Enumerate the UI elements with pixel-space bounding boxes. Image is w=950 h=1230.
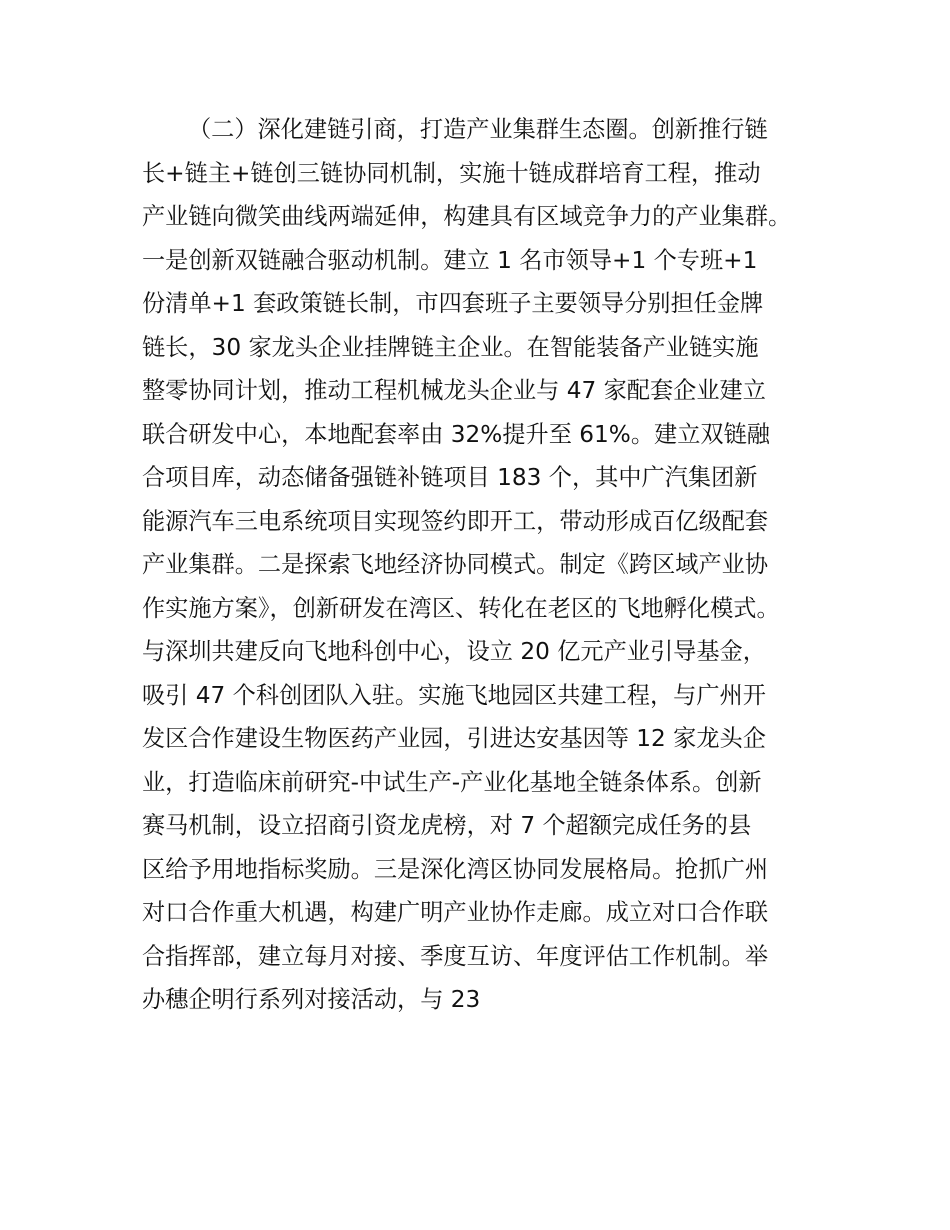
paragraph-line: 链长，30 家龙头企业挂牌链主企业。在智能装备产业链实施 (142, 333, 759, 361)
paragraph-line: 对口合作重大机遇，构建广明产业协作走廊。成立对口合作联 (142, 899, 769, 926)
paragraph-line: 与深圳共建反向飞地科创中心，设立 20 亿元产业引导基金， (142, 638, 766, 665)
paragraph-line: 赛马机制，设立招商引资龙虎榜，对 7 个超额完成任务的县 (142, 812, 752, 839)
paragraph-line: （二）深化建链引商，打造产业集群生态圈。创新推行链 (188, 116, 768, 143)
paragraph-line: 办穗企明行系列对接活动，与 23 (142, 986, 481, 1013)
paragraph-line: 合项目库，动态储备强链补链项目 183 个，其中广汽集团新 (142, 464, 758, 491)
body-paragraph (142, 108, 822, 1022)
paragraph-line: 一是创新双链融合驱动机制。建立 1 名市领导+1 个专班+1 (142, 246, 758, 274)
paragraph-line: 联合研发中心，本地配套率由 32%提升至 61%。建立双链融 (142, 420, 770, 448)
paragraph-line: 份清单+1 套政策链长制，市四套班子主要领导分别担任金牌 (142, 290, 764, 317)
paragraph-line: 吸引 47 个科创团队入驻。实施飞地园区共建工程，与广州开 (142, 681, 766, 709)
paragraph-line: 发区合作建设生物医药产业园，引进达安基因等 12 家龙头企 (142, 725, 766, 752)
paragraph-line: 产业链向微笑曲线两端延伸，构建具有区域竞争力的产业集群。 (142, 203, 792, 230)
paragraph-line: 能源汽车三电系统项目实现签约即开工，带动形成百亿级配套 (142, 507, 769, 535)
paragraph-line: 产业集群。二是探索飞地经济协同模式。制定《跨区域产业协 (142, 551, 769, 578)
paragraph-line: 业，打造临床前研究-中试生产-产业化基地全链条体系。创新 (142, 768, 762, 796)
paragraph-line: 合指挥部，建立每月对接、季度互访、年度评估工作机制。举 (142, 942, 769, 970)
paragraph-line: 作实施方案》，创新研发在湾区、转化在老区的飞地孵化模式。 (142, 594, 780, 622)
paragraph-line: 整零协同计划，推动工程机械龙头企业与 47 家配套企业建立 (142, 377, 766, 404)
paragraph-line: 区给予用地指标奖励。三是深化湾区协同发展格局。抢抓广州 (142, 855, 769, 883)
paragraph-line: 长+链主+链创三链协同机制，实施十链成群培育工程，推动 (142, 159, 761, 187)
